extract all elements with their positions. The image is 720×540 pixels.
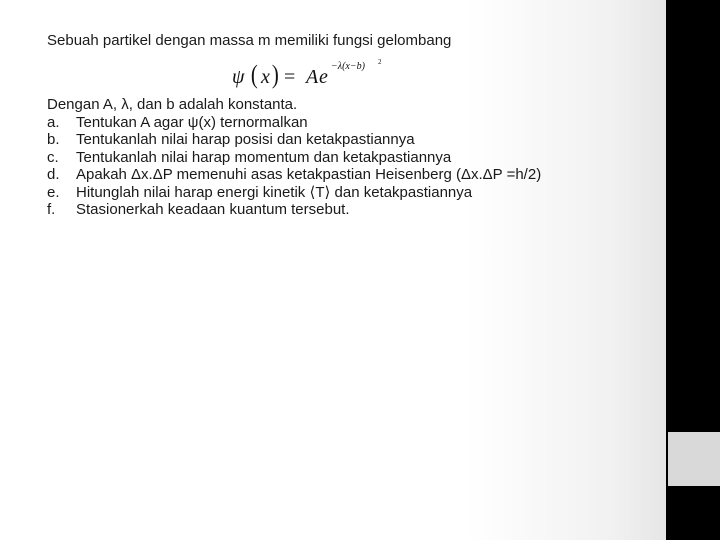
formula-equals: = bbox=[284, 66, 296, 88]
formula-exponent-power: 2 bbox=[378, 58, 382, 66]
list-item-e bbox=[47, 184, 647, 202]
constants-line: Dengan A, λ, dan b adalah konstanta. bbox=[47, 96, 298, 113]
intro-text: Sebuah partikel dengan massa m memiliki fungsi gelombang bbox=[47, 32, 452, 49]
list-item-text: Tentukan A agar ψ(x) ternormalkan bbox=[76, 113, 308, 131]
list-item-text: Hitunglah nilai harap energi kinetik ⟨T⟩ dan ketakpastiannya bbox=[76, 183, 473, 201]
list-marker: d. bbox=[47, 166, 60, 183]
list-marker: c. bbox=[47, 148, 59, 166]
list-item-c bbox=[47, 149, 647, 167]
problem-text bbox=[47, 96, 647, 219]
list-marker: b. bbox=[47, 131, 60, 148]
formula-base: e bbox=[319, 66, 328, 88]
list-item-a bbox=[47, 114, 647, 132]
formula-exponent: −λ(x−b) bbox=[331, 61, 365, 72]
formula-left-paren: ( bbox=[250, 60, 258, 89]
formula-right-paren: ) bbox=[271, 60, 279, 89]
list-item-text: Apakah Δx.ΔP memenuhi asas ketakpastian Heisenberg (Δx.ΔP =h/2) bbox=[76, 166, 542, 183]
list-marker: a. bbox=[47, 113, 60, 131]
list-item-text: Tentukanlah nilai harap posisi dan ketakpastiannya bbox=[76, 131, 415, 148]
list-item-f bbox=[47, 201, 647, 219]
side-bar-accent bbox=[668, 432, 720, 486]
list-item-text: Stasionerkah keadaan kuantum tersebut. bbox=[76, 201, 350, 218]
list-marker: e. bbox=[47, 183, 60, 201]
list-item-d bbox=[47, 166, 647, 184]
formula-variable: x bbox=[261, 66, 270, 88]
list-item-b bbox=[47, 131, 647, 149]
formula-psi: ψ bbox=[232, 66, 245, 88]
wave-function-formula bbox=[232, 58, 402, 90]
list-marker: f. bbox=[47, 201, 56, 218]
formula-amplitude: A bbox=[306, 66, 319, 88]
list-item-text: Tentukanlah nilai harap momentum dan ketakpastiannya bbox=[76, 148, 452, 166]
